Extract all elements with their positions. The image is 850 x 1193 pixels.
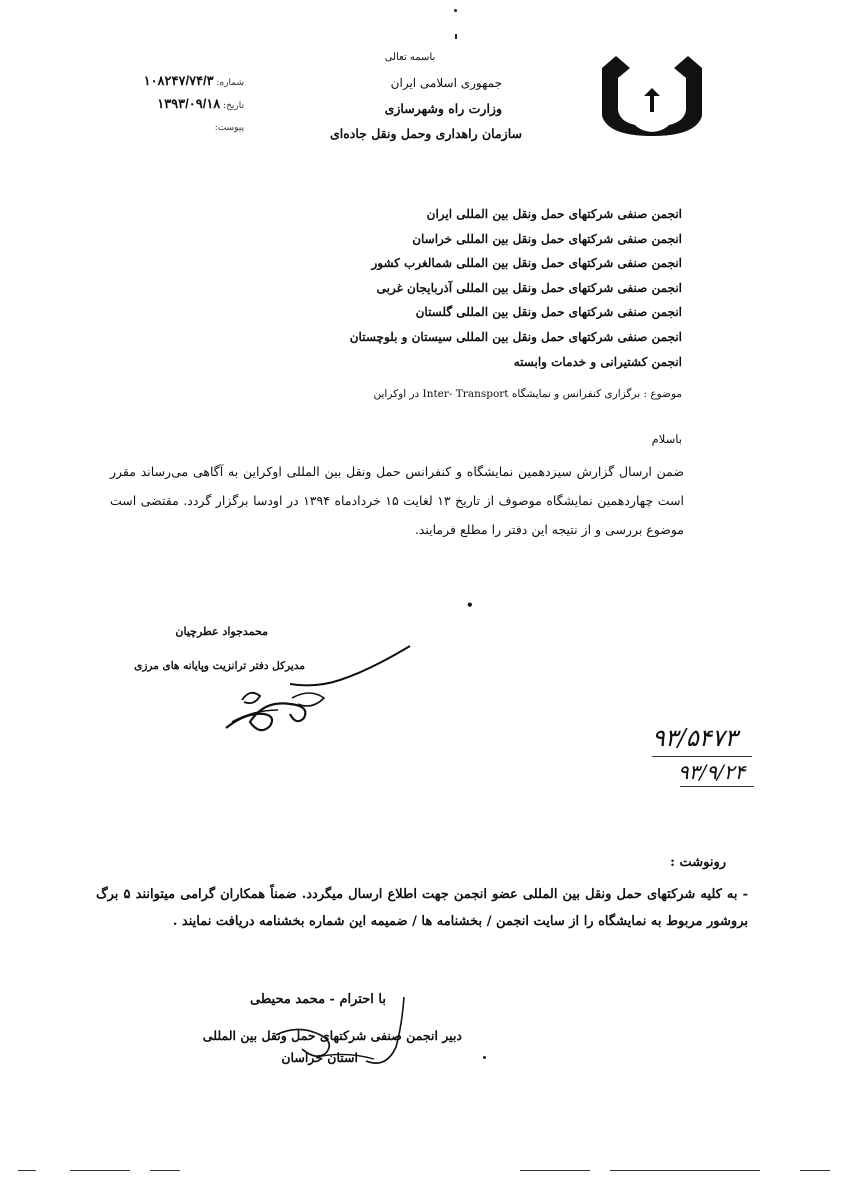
secretary-title: دبیر انجمن صنفی شرکتهای حمل ونقل بین المللی — [202, 1028, 462, 1043]
scan-artifact — [610, 1170, 760, 1171]
copy-heading: رونوشت : — [670, 855, 726, 870]
letter-subject: موضوع : برگزاری کنفرانس و نمایشگاه Inter- Transport در اوکراین — [373, 388, 682, 400]
recipient-item: انجمن صنفی شرکتهای حمل ونقل بین المللی ایران — [426, 207, 682, 221]
scan-speck — [454, 9, 457, 12]
letter-attachment — [108, 121, 244, 133]
date-value: ۱۳۹۳/۰۹/۱۸ — [157, 96, 221, 111]
ministry-logo-icon — [596, 52, 708, 138]
scan-speck — [483, 1056, 486, 1059]
handwritten-signature-icon — [220, 640, 420, 740]
header-ministry: وزارت راه وشهرسازی — [384, 101, 502, 116]
scan-artifact — [70, 1170, 130, 1171]
scan-artifact — [520, 1170, 590, 1171]
copy-text: - به کلیه شرکتهای حمل ونقل بین المللی عضو انجمن جهت اطلاع ارسال میگردد. ضمناً همکاران گرامی میتوانند ۵ برگ بروشور مربوط به نمایشگاه را از سایت انجمن / بخشنامه ها / ضمیمه این شماره بخشنامه دریافت نمایند . — [96, 887, 749, 929]
regards-line: با احترام - محمد محیطی — [250, 992, 386, 1007]
number-value: ۱۰۸۲۴۷/۷۴/۳ — [143, 73, 214, 88]
signer-name: محمدجواد عطرچیان — [175, 625, 268, 638]
recipient-item: انجمن صنفی شرکتهای حمل ونقل بین المللی خراسان — [412, 231, 682, 246]
recipient-item: انجمن صنفی شرکتهای حمل ونقل بین المللی سیستان و بلوچستان — [349, 329, 682, 344]
recipient-item: انجمن کشتیرانی و خدمات وابسته — [513, 354, 682, 369]
letter-date — [108, 96, 244, 112]
recipients-list — [262, 202, 682, 374]
greeting: باسلام — [651, 432, 682, 446]
recipient-item: انجمن صنفی شرکتهای حمل ونقل بین المللی شمالغرب کشور — [371, 256, 682, 271]
header-country: جمهوری اسلامی ایران — [390, 76, 502, 90]
signer-title: مدیرکل دفتر ترانزیت وپایانه های مرزی — [134, 660, 305, 672]
letter-number — [108, 73, 244, 89]
letter-body: ضمن ارسال گزارش سیزدهمین نمایشگاه و کنفرانس حمل ونقل بین المللی اوکراین به آگاهی می‌رساند مقرر است چهاردهمین نمایشگاه موصوف از تاریخ ۱۳ لغایت ۱۵ خردادماه ۱۳۹۴ در اودسا برگزار گردد. مقتضی است موضوع بررسی و از نتیجه این دفتر را مطلع فرمایند. — [110, 464, 684, 537]
recipient-item: انجمن صنفی شرکتهای حمل ونقل بین المللی گلستان — [415, 305, 682, 320]
secretary-province: استان خراسان — [281, 1050, 358, 1065]
scan-artifact — [150, 1170, 180, 1171]
date-label: تاریخ: — [223, 101, 244, 111]
handwritten-underline — [652, 756, 752, 757]
scan-artifact — [800, 1170, 830, 1171]
number-label: شماره: — [216, 78, 244, 88]
handwritten-date: ۹۳/۹/۲۴ — [678, 760, 746, 784]
scan-speck: • — [466, 598, 474, 612]
header-organization: سازمان راهداری وحمل ونقل جاده‌ای — [329, 126, 522, 141]
basmala: باسمه تعالی — [384, 52, 436, 63]
handwritten-number: ۹۳/۵۴۷۳ — [652, 724, 738, 752]
handwritten-underline — [680, 786, 754, 787]
scan-artifact — [18, 1170, 36, 1171]
recipient-item: انجمن صنفی شرکتهای حمل ونقل بین المللی آذربایجان غربی — [376, 280, 682, 295]
attach-label: پیوست: — [214, 123, 244, 133]
scan-speck — [455, 34, 457, 39]
handwritten-signature-icon — [256, 995, 416, 1080]
